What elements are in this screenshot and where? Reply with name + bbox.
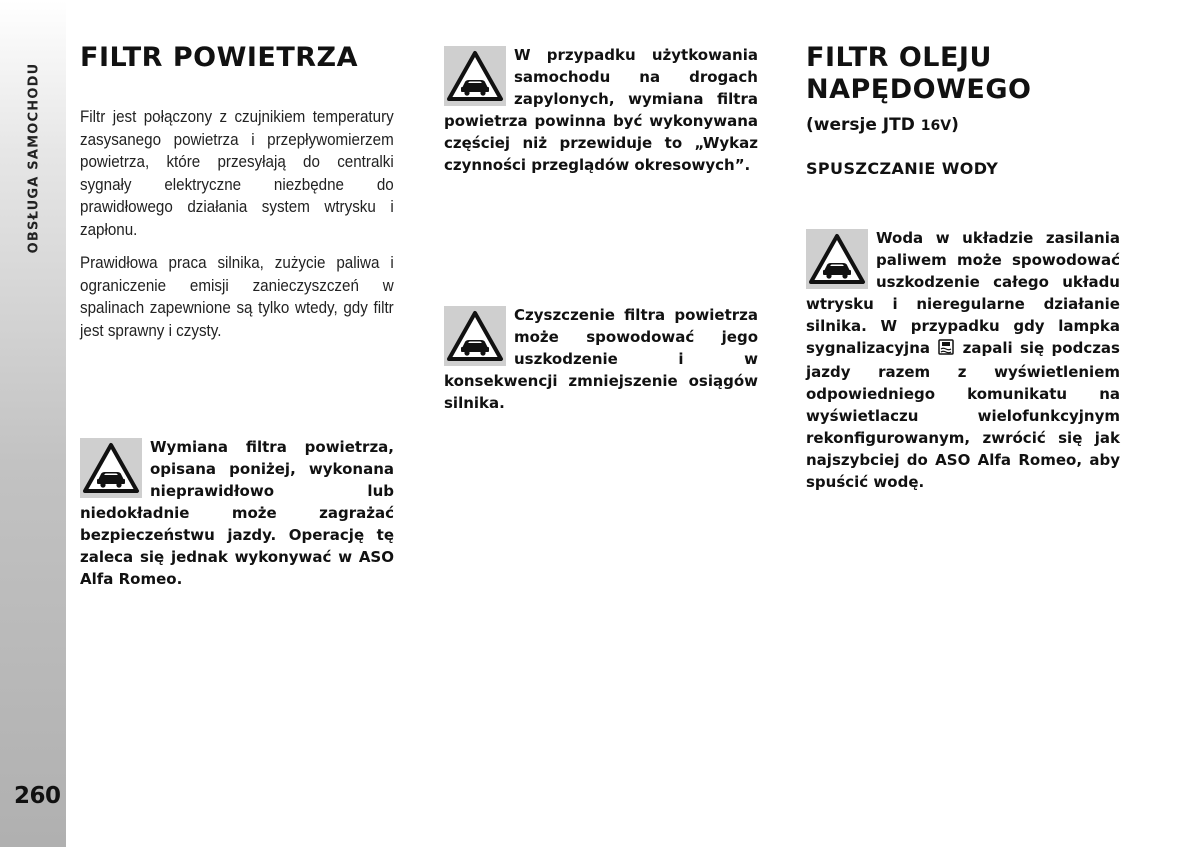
warning-triangle-car-icon xyxy=(806,229,868,289)
paragraph-engine-operation: Prawidłowa praca silnika, zużycie paliwa i ograniczenie emisji zanieczyszczeń w spalinach zapewnione są tylko wtedy, gdy filtr jest sprawny i czysty. xyxy=(80,254,394,340)
section-label: OBSŁUGA SAMOCHODU xyxy=(26,62,42,254)
warning-triangle-car-icon xyxy=(80,438,142,498)
heading-filtr-oleju xyxy=(806,42,1031,106)
water-in-fuel-lamp-icon xyxy=(938,339,954,361)
sidebar xyxy=(0,0,66,847)
heading-line-2: NAPĘDOWEGO xyxy=(806,74,1032,105)
warning-text-replacement: Wymiana filtra powietrza, opisana poniżej, wykonana nieprawidłowo lub niedokładnie może zagrażać bezpieczeństwu jazdy. Operację tę zaleca się jednak wykonywać w ASO Alfa Romeo. xyxy=(80,438,394,588)
warning-triangle-car-icon xyxy=(444,306,506,366)
heading-line-1: FILTR OLEJU xyxy=(806,42,992,73)
paragraph-filter-sensors: Filtr jest połączony z czujnikiem temperatury zasysanego powietrza i przepływomierzem powietrza, które przesyłają do centralki sygnały elektryczne niezbędne do prawidłowego działania system wtrysku i zapłonu. xyxy=(80,108,394,239)
warning-text-dusty-roads: W przypadku użytkowania samochodu na drogach zapylonych, wymiana filtra powietrza powinna być wykonywana częściej niż przewiduje to „Wykaz czynności przeglądów okresowych”. xyxy=(444,46,758,174)
subtitle-engine: 16V xyxy=(920,118,952,134)
subtitle-close: ) xyxy=(951,115,959,135)
warning-block-replacement xyxy=(80,436,394,590)
warning-block-cleaning xyxy=(444,304,758,414)
heading-spuszczanie-wody: SPUSZCZANIE WODY xyxy=(806,159,999,178)
warning-text-water-part2: zapali się podczas jazdy razem z wyświetleniem odpowiedniego komunikatu na wyświetlaczu wielofunkcyjnym rekonfigurowanym, zwrócić się jak najszybciej do ASO Alfa Romeo, aby spuścić wodę. xyxy=(806,339,1120,491)
version-subtitle xyxy=(806,115,959,135)
page-number: 260 xyxy=(14,783,61,809)
warning-triangle-car-icon xyxy=(444,46,506,106)
heading-filtr-powietrza: FILTR POWIETRZA xyxy=(80,42,359,73)
warning-block-water-in-fuel xyxy=(806,227,1120,493)
subtitle-text: (wersje JTD xyxy=(806,115,921,135)
warning-text-water-part1: Woda w układzie zasilania paliwem może spowodować uszkodzenie całego układu wtrysku i nieregularne działanie silnika. W przypadku gdy lampka sygnalizacyjna xyxy=(806,229,1120,357)
warning-text-cleaning: Czyszczenie filtra powietrza może spowodować jego uszkodzenie i w konsekwencji zmniejszenie osiągów silnika. xyxy=(444,306,758,412)
warning-block-dusty-roads xyxy=(444,44,758,176)
